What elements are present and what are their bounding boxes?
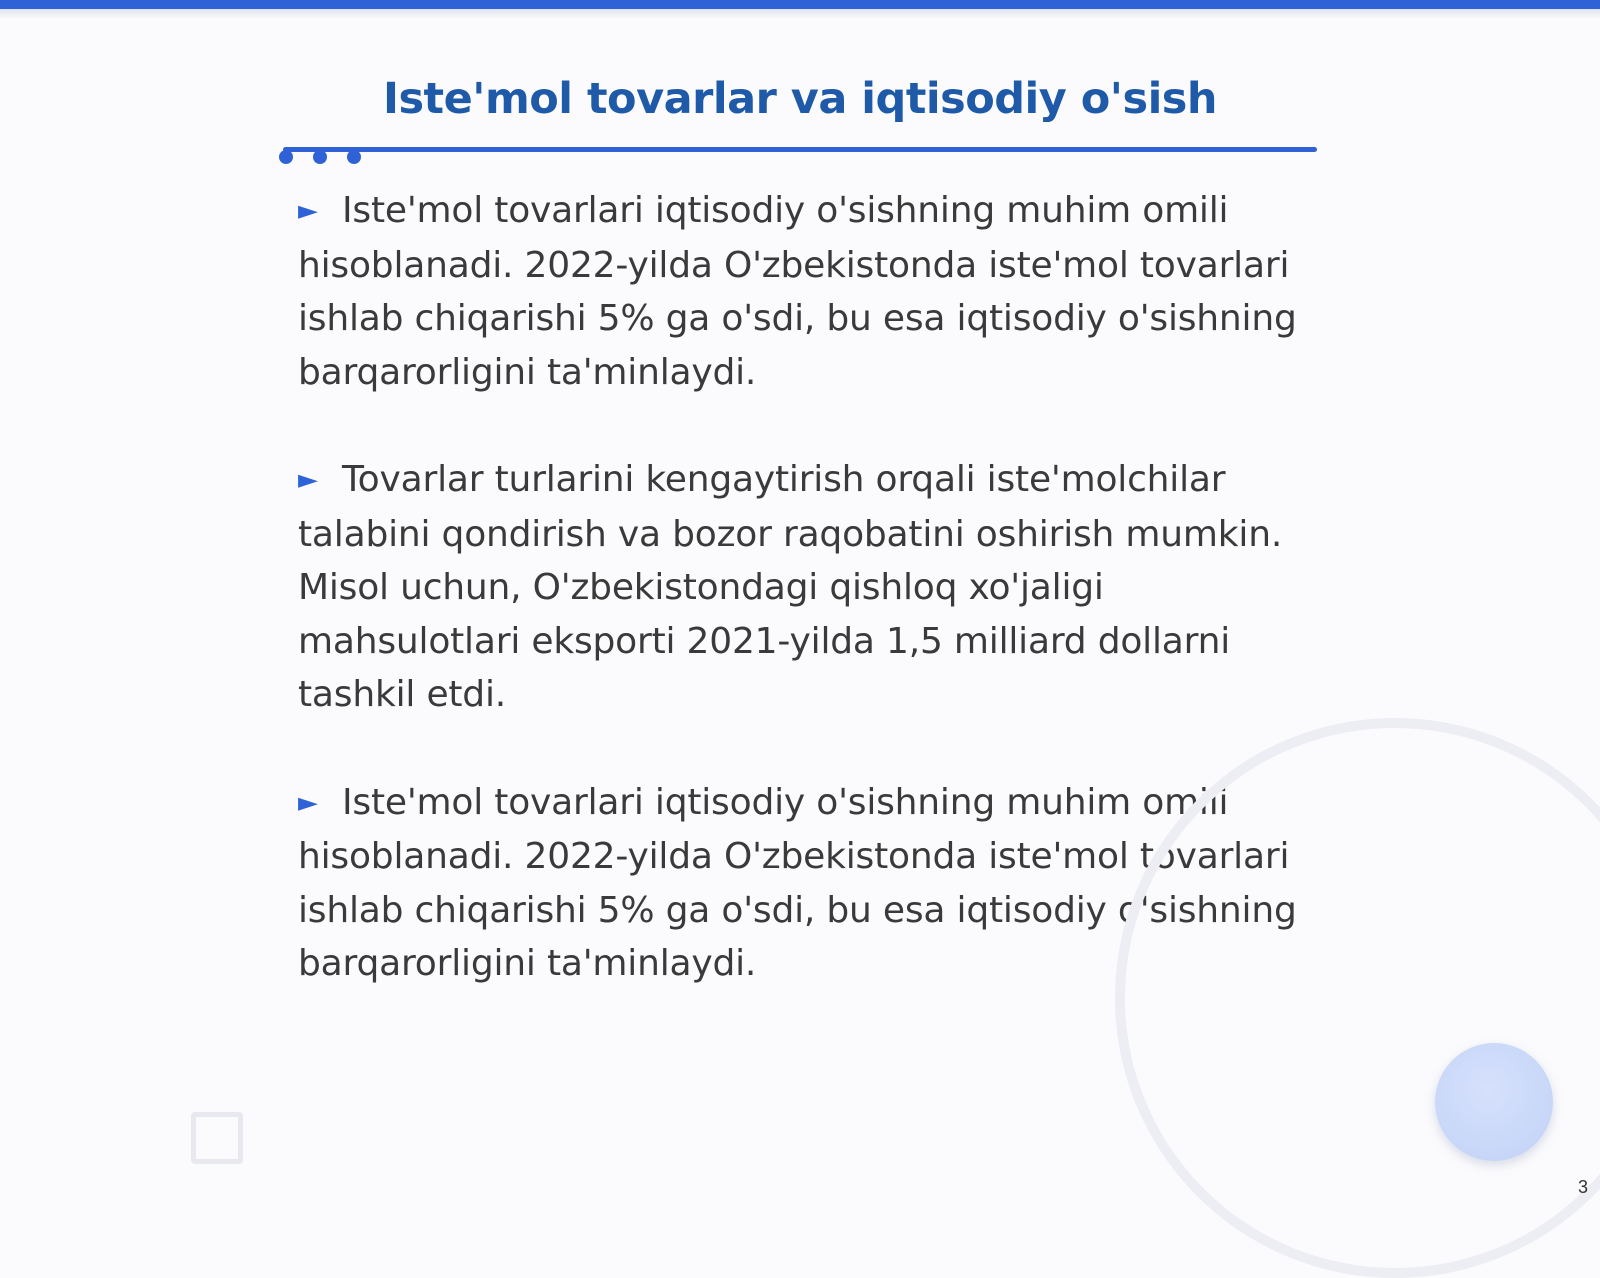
bullet-text: Tovarlar turlarini kengaytirish orqali iste'molchilar talabini qondirish va bozor raqobatini oshirish mumkin. Misol uchun, O'zbekistondagi qishloq xo'jaligi mahsulotlari eksporti 2021-yilda 1,5 milliard dollarni tashkil etdi. xyxy=(298,459,1283,715)
top-accent-bar xyxy=(0,0,1600,9)
page-number: 3 xyxy=(1577,1177,1588,1197)
bullet-text: Iste'mol tovarlari iqtisodiy o'sishning muhim omili hisoblanadi. 2022-yilda O'zbekistonda iste'mol tovarlari ishlab chiqarishi 5% ga o'sdi, bu esa iqtisodiy o'sishning barqarorligini ta'minlaydi. xyxy=(298,190,1297,393)
bullet-arrow-icon: ► xyxy=(298,465,318,495)
bullet-item xyxy=(298,453,1318,722)
decorative-circle xyxy=(1435,1043,1553,1161)
bullet-text: Iste'mol tovarlari iqtisodiy o'sishning muhim omili hisoblanadi. 2022-yilda O'zbekistonda iste'mol tovarlari ishlab chiqarishi 5% ga o'sdi, bu esa iqtisodiy o'sishning barqarorligini ta'minlaydi. xyxy=(298,781,1297,984)
underline-dot xyxy=(279,150,293,164)
underline-dot xyxy=(347,150,361,164)
decorative-square xyxy=(191,1112,243,1164)
slide-title: Iste'mol tovarlar va iqtisodiy o'sish xyxy=(382,74,1218,124)
bullet-item xyxy=(298,184,1318,399)
underline-dot xyxy=(313,150,327,164)
bullet-arrow-icon: ► xyxy=(298,787,318,818)
top-bar-shadow xyxy=(0,9,1600,19)
bullet-arrow-icon: ► xyxy=(298,196,318,226)
title-underline xyxy=(283,147,1317,152)
